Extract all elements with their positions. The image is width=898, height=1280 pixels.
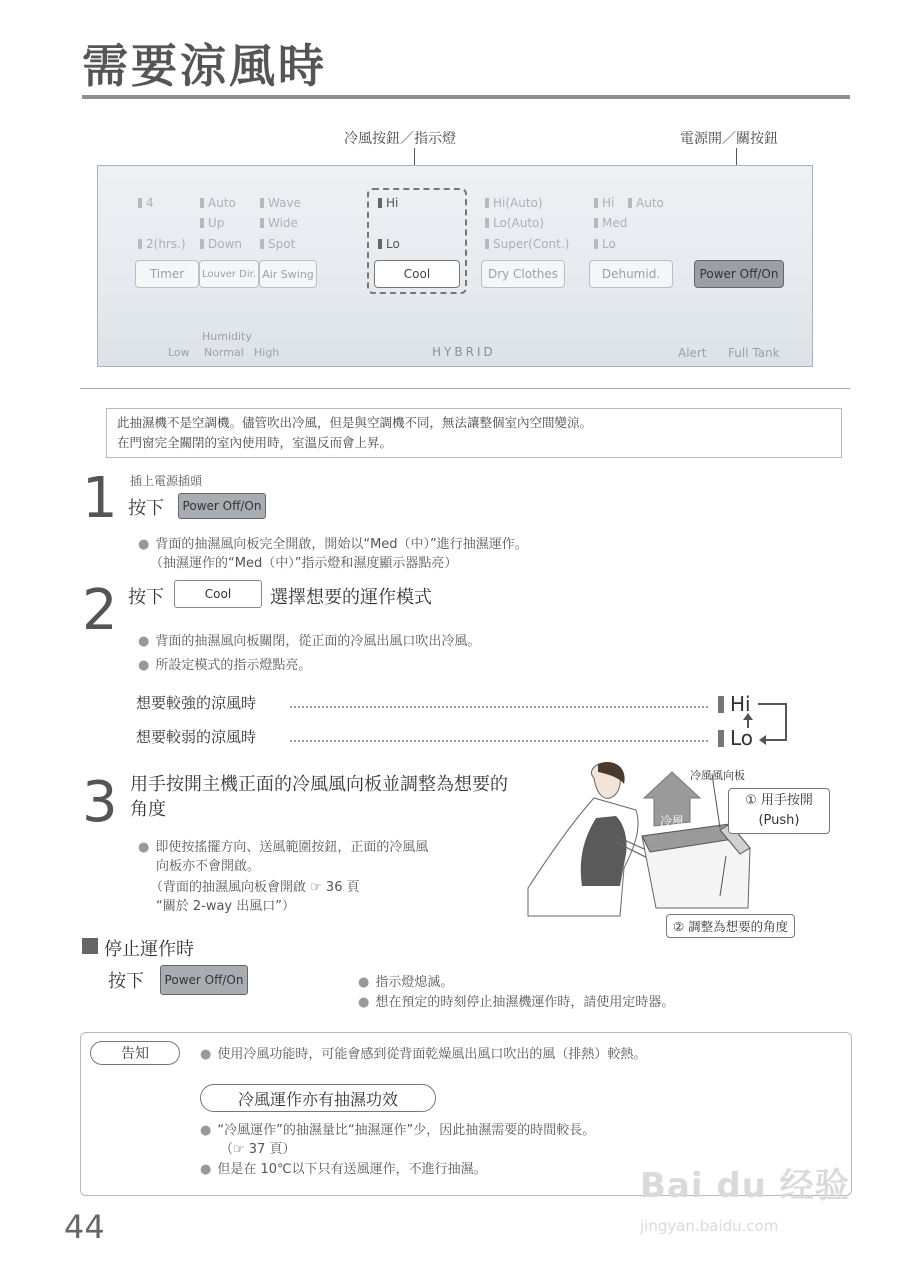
indicator-dry-hi-auto: Hi(Auto)	[485, 196, 543, 210]
air-swing-button[interactable]: Air Swing	[259, 260, 317, 288]
leader-dots-weak	[290, 740, 708, 742]
notice-ref: （☞ 37 頁）	[220, 1142, 296, 1157]
louver-dir-button[interactable]: Louver Dir.	[199, 260, 259, 288]
indicator-louver-up: Up	[200, 216, 224, 230]
lo-indicator: Lo	[718, 726, 753, 750]
brand-label: HYBRID	[432, 345, 496, 359]
stop-power-button: Power Off/On	[160, 965, 248, 995]
indicator-swing-spot: Spot	[260, 237, 295, 251]
strong-cool-label: 想要較強的涼風時	[136, 694, 257, 712]
baidu-watermark-logo: Bai du 经验	[640, 1166, 850, 1206]
power-button-callout: 電源開／關按鈕	[680, 131, 778, 147]
hi-lo-cycle-arrows	[740, 696, 796, 748]
step-2-instruction: 選擇想要的運作模式	[270, 587, 432, 608]
indicator-cool-hi: Hi	[378, 196, 398, 210]
cold-air-label: 冷風	[660, 814, 685, 828]
stop-bullet-2: ● 想在預定的時刻停止抽濕機運作時，請使用定時器。	[358, 991, 674, 1010]
indicator-dehumid-hi: Hi	[594, 196, 614, 210]
indicator-dehumid-auto: Auto	[628, 196, 664, 210]
notice-bullet-3: ● 但是在 10℃以下只有送風運作，不進行抽濕。	[200, 1158, 487, 1177]
cool-button[interactable]: Cool	[374, 260, 460, 288]
indicator-timer-2hrs: 2(hrs.)	[138, 237, 186, 251]
step-2-number: 2	[82, 578, 118, 643]
title-rule	[82, 95, 850, 99]
power-button[interactable]: Power Off/On	[694, 260, 784, 288]
notice-tag: 告知	[90, 1041, 180, 1065]
step-1-number: 1	[82, 466, 118, 531]
leader-dots-strong	[290, 706, 708, 708]
adjust-angle-label: ② 調整為想要的角度	[666, 914, 795, 938]
caution-line-2: 在門窗完全關閉的室內使用時，室溫反而會上昇。	[117, 435, 393, 450]
page-title: 需要涼風時	[82, 39, 327, 93]
caution-note	[106, 408, 842, 458]
indicator-louver-down: Down	[200, 237, 242, 251]
dry-clothes-button[interactable]: Dry Clothes	[481, 260, 565, 288]
step-3-heading-2: 角度	[130, 799, 166, 820]
stop-bullet-1: ● 指示燈熄滅。	[358, 971, 453, 990]
indicator-cool-lo: Lo	[378, 237, 400, 251]
section-divider	[80, 388, 850, 389]
notice-bullet-2: ● “冷風運作”的抽濕量比“抽濕運作”少，因此抽濕需要的時間較長。	[200, 1119, 595, 1138]
step-1-bullet: ● 背面的抽濕風向板完全開啟，開始以“Med（中）”進行抽濕運作。	[138, 533, 528, 552]
page-number: 44	[64, 1208, 105, 1246]
full-tank-label: Full Tank	[728, 346, 780, 360]
humidity-label: Humidity	[202, 330, 252, 343]
push-open-label: ① 用手按開 (Push)	[728, 788, 830, 834]
timer-button[interactable]: Timer	[135, 260, 199, 288]
indicator-dry-super: Super(Cont.)	[485, 237, 569, 251]
alert-label: Alert	[678, 346, 707, 360]
step-3-number: 3	[82, 770, 118, 835]
cool-button-callout: 冷風按鈕／指示燈	[344, 131, 456, 147]
notice-bullet-1: ● 使用冷風功能時，可能會感到從背面乾燥風出風口吹出的風（排熱）較熱。	[200, 1043, 646, 1062]
step-1-press: 按下	[128, 498, 164, 519]
section-marker	[82, 938, 98, 954]
dehumid-button[interactable]: Dehumid.	[589, 260, 673, 288]
control-panel	[97, 165, 813, 367]
step-1-power-button: Power Off/On	[178, 493, 266, 519]
step-1-bullet-note: （抽濕運作的“Med（中）”指示燈和濕度顯示器點亮）	[150, 556, 458, 571]
humidity-normal: Normal	[204, 346, 244, 359]
step-3-ref-1: （背面的抽濕風向板會開啟 ☞ 36 頁	[150, 880, 360, 895]
baidu-watermark-url: jingyan.baidu.com	[640, 1217, 779, 1235]
step-3-bullet-1a: ● 即使按搖擺方向、送風範圍按鈕，正面的冷風風	[138, 836, 428, 855]
step-2-bullet-2: ● 所設定模式的指示燈點亮。	[138, 654, 311, 673]
step-1-subtitle: 插上電源插頭	[130, 474, 203, 488]
step-3-ref-2: “關於 2-way 出風口”）	[156, 899, 295, 914]
hi-indicator: Hi	[718, 692, 751, 716]
humidity-high: High	[254, 346, 280, 359]
cool-dehumid-pill: 冷風運作亦有抽濕功效	[200, 1084, 436, 1112]
stop-press: 按下	[108, 971, 144, 992]
louver-label: 冷風風向板	[690, 769, 745, 782]
step-3-heading-1: 用手按開主機正面的冷風風向板並調整為想要的	[130, 774, 508, 795]
indicator-timer-4: 4	[138, 196, 154, 210]
step-2-press: 按下	[128, 587, 164, 608]
indicator-dehumid-lo: Lo	[594, 237, 616, 251]
indicator-dry-lo-auto: Lo(Auto)	[485, 216, 544, 230]
weak-cool-label: 想要較弱的涼風時	[136, 728, 257, 746]
indicator-dehumid-med: Med	[594, 216, 627, 230]
humidity-low: Low	[168, 346, 190, 359]
step-2-cool-button: Cool	[174, 580, 262, 608]
step-2-bullet-1: ● 背面的抽濕風向板關閉，從正面的冷風出風口吹出冷風。	[138, 630, 480, 649]
indicator-swing-wave: Wave	[260, 196, 301, 210]
indicator-swing-wide: Wide	[260, 216, 298, 230]
louver-adjust-illustration	[524, 758, 824, 920]
caution-line-1: 此抽濕機不是空調機。儘管吹出冷風，但是與空調機不同，無法讓整個室內空間變涼。	[117, 415, 593, 430]
indicator-louver-auto: Auto	[200, 196, 236, 210]
step-3-bullet-1b: 向板亦不會開啟。	[156, 859, 261, 874]
stop-heading: 停止運作時	[104, 939, 194, 960]
